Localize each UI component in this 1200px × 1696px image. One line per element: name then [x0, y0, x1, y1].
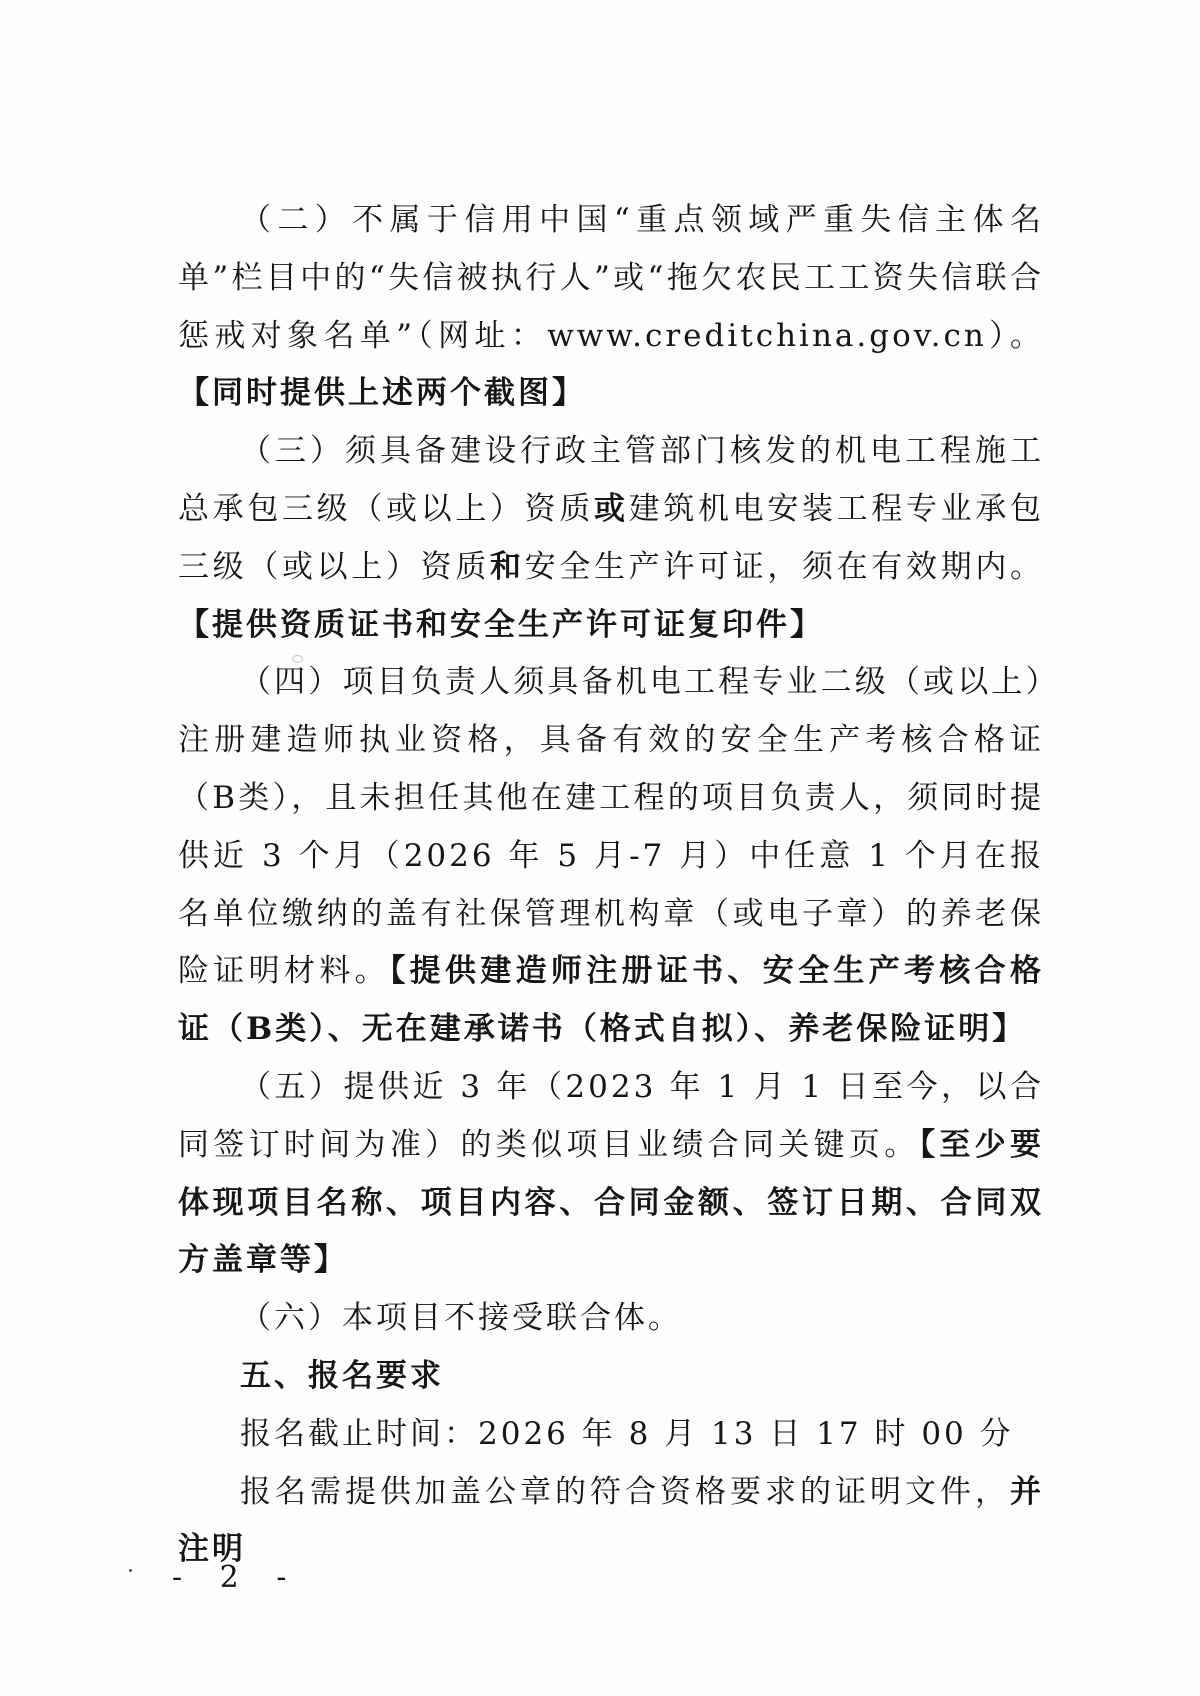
paragraph-text: （三）须具备建设行政主管部门核发的机电工程施工总承包三级（或以上）资质 — [178, 433, 1044, 527]
section-heading: 五、报名要求 — [240, 1357, 444, 1394]
paragraph-text: （二）不属于信用中国“重点领域严重失信主体名单”栏目中的“失信被执行人”或“拖欠农民工工资失信联合惩戒对象名单”（网址：www.creditchina.gov.cn）。 — [178, 202, 1044, 354]
paragraph-bold-note: 【至少要体现项目名称、项目内容、合同金额、签订日期、合同双方盖章等】 — [178, 1126, 1044, 1279]
paragraph-bold-note: 并注明 — [178, 1473, 1044, 1568]
paragraph-3 — [178, 423, 1044, 654]
paragraph-text: （五）提供近 3 年（2023 年 1 月 1 日至今，以合同签订时间为准）的类似项目业绩合同关键页。 — [178, 1068, 1044, 1163]
paragraph-bold-word: 或 — [594, 490, 629, 527]
paragraph-4 — [178, 654, 1044, 1059]
scan-dot — [129, 1569, 132, 1572]
paragraph-bold-note: 【同时提供上述两个截图】 — [178, 375, 586, 412]
paragraph-5 — [178, 1059, 1044, 1290]
paragraph-text: （六）本项目不接受联合体。 — [240, 1300, 682, 1337]
paragraph-text: （四）项目负责人须具备机电工程专业二级（或以上）注册建造师执业资格，具备有效的安全生产考核合格证（B类），且未担任其他在建工程的项目负责人，须同时提供近 3 个月（2026 年 5 月-7 月）中任意 1 个月在报名单位缴纳的盖有社保管理机构章（或电子章）的养老保险证明材料。 — [178, 664, 1044, 990]
paragraph-bold-note: 【提供资质证书和安全生产许可证复印件】 — [178, 606, 824, 643]
paragraph-text: 报名需提供加盖公章的符合资格要求的证明文件， — [240, 1473, 1010, 1510]
document-body — [178, 192, 1044, 1579]
paragraph-bold-note: 【提供建造师注册证书、安全生产考核合格证（B类）、无在建承诺书（格式自拟）、养老保险证明】 — [178, 953, 1044, 1048]
paragraph-text: 安全生产许可证，须在有效期内。 — [524, 548, 1045, 585]
deadline-line: 报名截止时间：2026 年 8 月 13 日 17 时 00 分 — [240, 1415, 1014, 1452]
paragraph-text: 建筑机电安装工程专业承包三级（或以上）资质 — [178, 490, 1045, 585]
paragraph-6 — [178, 1290, 1044, 1348]
last-line — [178, 1464, 1044, 1580]
paragraph-2 — [178, 192, 1044, 423]
paragraph-bold-word: 和 — [490, 548, 525, 585]
page-number: - 2 - — [172, 1560, 301, 1595]
